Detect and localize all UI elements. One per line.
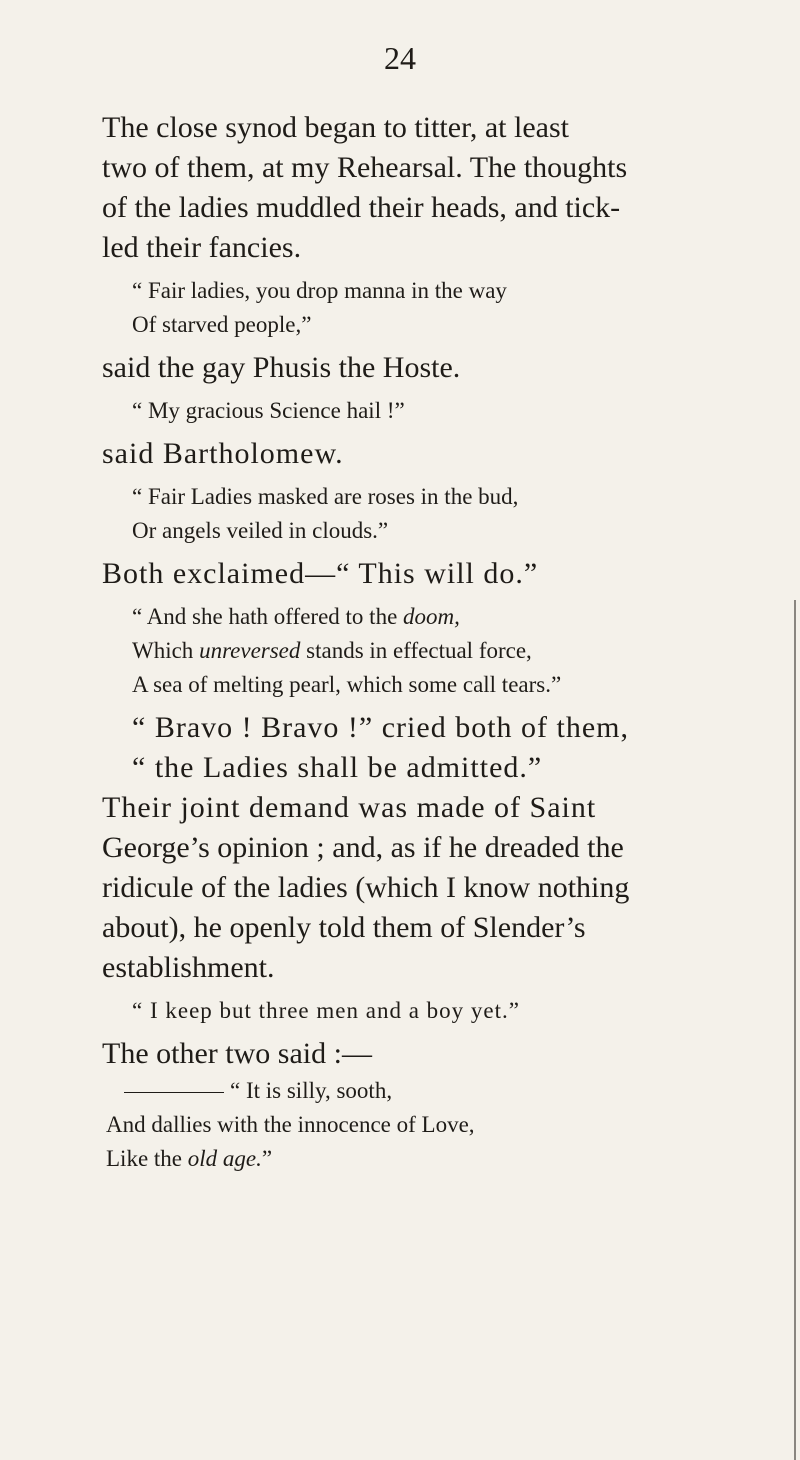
text-line: Their joint demand was made of Saint [102,791,597,824]
dash-rule [124,1092,224,1093]
quote-text: stands in effectual force, [300,638,532,663]
quote-line: “ Fair ladies, you drop manna in the way [132,278,507,303]
text-line: George’s opinion ; and, as if he dreaded the [102,831,624,864]
text-line: said Bartholomew. [102,437,344,470]
text-line: two of them, at my Rehearsal. The thoughts [102,151,628,184]
quote-line [102,600,762,634]
italic-word: old age. [187,1146,262,1171]
text-line: The other two said :— [102,1037,372,1070]
italic-word: doom, [403,604,460,629]
quote-line: “ I keep but three men and a boy yet.” [132,998,520,1023]
quote-line: Of starved people,” [132,312,312,337]
quote-line [102,1142,762,1176]
text-line: establishment. [102,951,275,984]
quote-text: “ And she hath offered to the [132,604,404,629]
quote-line: And dallies with the innocence of Love, [106,1112,475,1137]
italic-word: unreversed [199,638,301,663]
text-line: “ the Ladies shall be admitted.” [132,751,543,784]
page-number: 24 [384,40,416,76]
quote-line: A sea of melting pearl, which some call tears.” [132,672,562,697]
text-line: of the ladies muddled their heads, and tick- [102,191,621,224]
text-line: said the gay Phusis the Hoste. [102,351,461,384]
quote-text: Like the [106,1146,188,1171]
quote-line: “ Fair Ladies masked are roses in the bud, [132,484,519,509]
text-line: The close synod began to titter, at least [102,111,569,144]
quote-text: “ It is silly, sooth, [230,1078,393,1103]
text-line: ridicule of the ladies (which I know nothing [102,871,630,904]
quote-line [102,634,762,668]
text-line: led their fancies. [102,231,302,264]
quote-text: Which [132,638,200,663]
page-body [102,108,762,1176]
quote-text: ” [261,1146,273,1171]
text-line: Both exclaimed—“ This will do.” [102,557,539,590]
quote-line: Or angels veiled in clouds.” [132,518,389,543]
page-edge-line [794,600,796,1460]
text-line: “ Bravo ! Bravo !” cried both of them, [132,711,630,744]
quote-line: “ My gracious Science hail !” [132,398,405,423]
text-line: about), he openly told them of Slender’s [102,911,586,944]
quote-line [102,1074,762,1108]
